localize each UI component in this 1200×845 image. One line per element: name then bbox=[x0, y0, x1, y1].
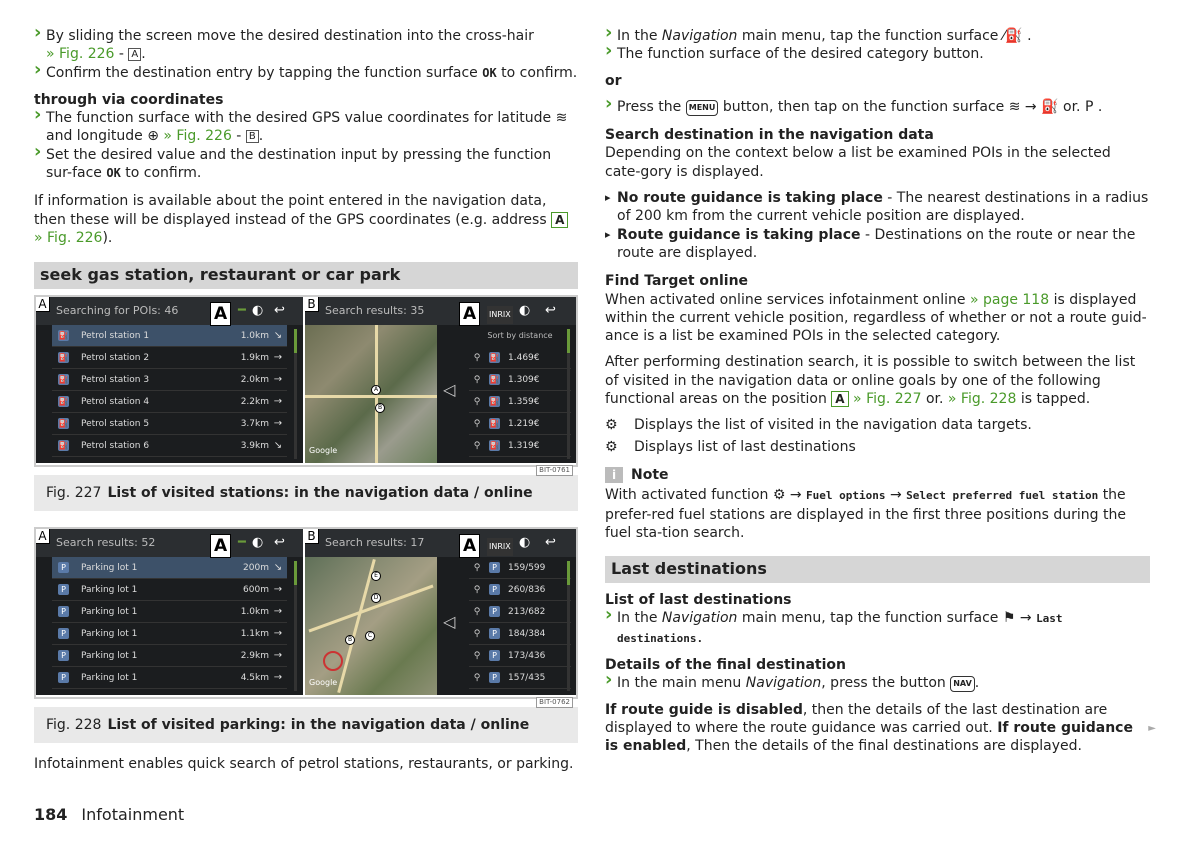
last-dest-icon: ⚙ bbox=[605, 438, 618, 455]
or-label: or bbox=[605, 72, 622, 89]
info-icon: i bbox=[605, 467, 623, 483]
step-nav-menu: › In the Navigation main menu, tap the function surface ⁄⛽ . bbox=[605, 27, 1150, 45]
paragraph-info: If information is available about the point entered in the navigation data, then these will be displayed instead of the GPS coordinates (e.g. address A » Fig. 226). bbox=[34, 192, 578, 247]
list-item[interactable]: ⚲ P 157/435 bbox=[469, 667, 571, 689]
parking-icon: P bbox=[58, 584, 69, 595]
right-column bbox=[605, 27, 1150, 756]
ok-key: OK bbox=[106, 166, 121, 181]
parking-icon: P bbox=[58, 628, 69, 639]
heading-list: List of last destinations bbox=[605, 592, 792, 609]
fuel-icon: ⛽ bbox=[1041, 98, 1059, 115]
fuel-icon: ⛽ bbox=[58, 331, 69, 341]
poi-search-icon: ≋ bbox=[1008, 98, 1021, 115]
heading-details: Details of the final destination bbox=[605, 657, 846, 674]
direction-arrow-icon: → bbox=[273, 373, 283, 385]
latitude-icon: ≋ bbox=[555, 110, 568, 127]
position-marker bbox=[323, 651, 343, 671]
list-item[interactable]: ⛽ Petrol station 6 3.9km ↘ bbox=[52, 435, 287, 457]
paragraph-find: When activated online services infotainment online » page 118 is displayed within the current vehicle position, regardless of whether or not a route guid-ance is a list be examined POIs in the selected category. bbox=[605, 291, 1147, 345]
screen-b bbox=[305, 297, 576, 463]
nav-button: NAV bbox=[950, 676, 975, 692]
collapse-arrow-icon[interactable]: ◁ bbox=[443, 612, 456, 632]
list-item[interactable]: ⛽ Petrol station 5 3.7km → bbox=[52, 413, 287, 435]
screen-b bbox=[305, 529, 576, 695]
map-pin[interactable]: A bbox=[371, 385, 381, 395]
screen-label: B bbox=[305, 529, 319, 544]
fuel-icon: ⛽ bbox=[489, 419, 500, 429]
parking-icon: P bbox=[58, 606, 69, 617]
line-icon: ━ bbox=[238, 535, 246, 551]
back-icon[interactable]: ↩ bbox=[274, 303, 285, 319]
list-item[interactable]: ⚲ P 159/599 bbox=[469, 557, 571, 579]
list-item[interactable]: P Parking lot 1 4.5km → bbox=[52, 667, 287, 689]
parking-icon: P bbox=[58, 672, 69, 683]
list-item[interactable]: P Parking lot 1 2.9km → bbox=[52, 645, 287, 667]
pin-icon: ⚲ bbox=[473, 374, 481, 385]
fuel-icon: ⛽ bbox=[58, 375, 69, 385]
fig-link[interactable]: » Fig. 227 bbox=[853, 391, 922, 408]
figure-code: BIT-0762 bbox=[536, 697, 573, 708]
direction-arrow-icon: → bbox=[273, 627, 283, 639]
callout-a: A bbox=[210, 534, 231, 558]
parking-icon: P bbox=[489, 650, 500, 661]
map-pin[interactable]: B bbox=[345, 635, 355, 645]
list-item[interactable]: ⛽ Petrol station 4 2.2km → bbox=[52, 391, 287, 413]
list-item[interactable]: ⚲ ⛽ 1.469€ bbox=[469, 347, 571, 369]
direction-arrow-icon: → bbox=[273, 583, 283, 595]
ok-key: OK bbox=[482, 65, 497, 80]
parking-icon: P bbox=[489, 672, 500, 683]
step-last: › In the Navigation main menu, tap the function surface ⚑ → Last destinations. bbox=[605, 609, 1150, 648]
callout-a: A bbox=[459, 534, 480, 558]
callout-a: A bbox=[459, 302, 480, 326]
map-pin[interactable]: E bbox=[371, 571, 381, 581]
bullet-route: ▸ Route guidance is taking place - Destinations on the route or near the route are displayed. bbox=[605, 226, 1150, 263]
direction-arrow-icon: ↘ bbox=[273, 329, 283, 341]
fuel-icon: ⛽ bbox=[489, 375, 500, 385]
section-heading: seek gas station, restaurant or car park bbox=[34, 262, 578, 289]
pin-icon: ⚲ bbox=[473, 440, 481, 451]
pin-icon: ⚲ bbox=[473, 562, 481, 573]
label-box: A bbox=[128, 48, 141, 61]
label-box: B bbox=[246, 130, 259, 143]
list-item[interactable]: ⚲ P 260/836 bbox=[469, 579, 571, 601]
back-icon[interactable]: ↩ bbox=[545, 535, 556, 551]
destination-icon: ⚑ bbox=[1002, 610, 1016, 627]
list-item[interactable]: P Parking lot 1 200m ↘ bbox=[52, 557, 287, 579]
fuel-icon: ⛽ bbox=[58, 419, 69, 429]
screen-a bbox=[36, 297, 303, 463]
fig-link[interactable]: » Fig. 226 bbox=[163, 128, 232, 145]
collapse-arrow-icon[interactable]: ◁ bbox=[443, 380, 456, 400]
map-attribution: Google bbox=[309, 445, 338, 455]
direction-arrow-icon: → bbox=[273, 649, 283, 661]
fuel-icon: ⛽ bbox=[58, 441, 69, 451]
note-heading: i Note bbox=[605, 466, 1150, 484]
screen-label: A bbox=[36, 529, 50, 544]
online-icon[interactable]: ◐ bbox=[252, 535, 264, 551]
icon-item: ⚙ Displays the list of visited in the navigation data targets. bbox=[605, 417, 1032, 434]
poi-icon: ⁄⛽ bbox=[1002, 28, 1023, 44]
page-number: 184 bbox=[34, 805, 68, 824]
pin-icon: ⚲ bbox=[473, 672, 481, 683]
list-item[interactable]: P Parking lot 1 1.1km → bbox=[52, 623, 287, 645]
callout-a: A bbox=[210, 302, 231, 326]
footer-section: Infotainment bbox=[81, 805, 185, 824]
list-item[interactable]: ⛽ Petrol station 2 1.9km → bbox=[52, 347, 287, 369]
step-menu: › Press the MENU button, then tap on the function surface ≋ → ⛽ or. P . bbox=[605, 98, 1150, 116]
figure-227 bbox=[34, 295, 578, 475]
fuel-icon: ⛽ bbox=[489, 441, 500, 451]
list-item[interactable]: ⚲ P 184/384 bbox=[469, 623, 571, 645]
parking-icon: P bbox=[58, 562, 69, 573]
direction-arrow-icon: → bbox=[273, 671, 283, 683]
note-text: With activated function ⚙ → Fuel options → Select preferred fuel station the prefer-red fuel stations are displayed in the first three positions during the fuel sta-tion search. bbox=[605, 487, 1126, 541]
fig-link[interactable]: » Fig. 226 bbox=[46, 46, 115, 63]
figure-caption: Fig. 227 List of visited stations: in the navigation data / online bbox=[34, 475, 578, 511]
list-item[interactable]: ⚲ ⛽ 1.309€ bbox=[469, 369, 571, 391]
list-item[interactable]: ⛽ Petrol station 3 2.0km → bbox=[52, 369, 287, 391]
scrollbar[interactable] bbox=[294, 561, 297, 691]
left-column bbox=[34, 27, 578, 774]
pin-icon: ⚲ bbox=[473, 396, 481, 407]
screen-label: A bbox=[36, 297, 50, 312]
heading-find: Find Target online bbox=[605, 273, 749, 290]
label-box: A bbox=[551, 212, 568, 228]
screen-header: Search results: 17 bbox=[305, 529, 576, 557]
parking-icon: P bbox=[58, 650, 69, 661]
direction-arrow-icon: ↘ bbox=[273, 561, 283, 573]
bullet-no-route: ▸ No route guidance is taking place - The nearest destinations in a radius of 200 km from the current vehicle position are displayed. bbox=[605, 189, 1150, 226]
step-nav: › In the main menu Navigation, press the button NAV . bbox=[605, 674, 1150, 692]
step-slide: › By sliding the screen move the desired destination into the cross-hair » Fig. 226 - A . bbox=[34, 27, 578, 64]
pin-icon: ⚲ bbox=[473, 418, 481, 429]
parking-icon: P bbox=[489, 628, 500, 639]
list-item[interactable]: ⚲ ⛽ 1.219€ bbox=[469, 413, 571, 435]
pin-icon: ⚲ bbox=[473, 584, 481, 595]
subheading-coords: through via coordinates bbox=[34, 91, 224, 108]
step-set: › Set the desired value and the destination input by pressing the function sur-face OK to confirm. bbox=[34, 146, 578, 183]
direction-arrow-icon: ↘ bbox=[273, 439, 283, 451]
back-icon[interactable]: ↩ bbox=[274, 535, 285, 551]
parking-icon: P bbox=[489, 562, 500, 573]
map[interactable] bbox=[305, 325, 437, 463]
paragraph-search: Depending on the context below a list be examined POIs in the selected cate-gory is displayed. bbox=[605, 145, 1111, 180]
step-gps: › The function surface with the desired GPS value coordinates for latitude ≋ and longitude ⊕ » Fig. 226 - B . bbox=[34, 109, 578, 146]
screen-a bbox=[36, 529, 303, 695]
menu-button: MENU bbox=[686, 100, 719, 116]
sort-label[interactable]: Sort by distance bbox=[487, 331, 553, 341]
map-pin[interactable]: B bbox=[375, 403, 385, 413]
scrollbar[interactable] bbox=[567, 561, 570, 691]
list-item[interactable]: ⚲ ⛽ 1.359€ bbox=[469, 391, 571, 413]
step-category: › The function surface of the desired category button. bbox=[605, 45, 1150, 63]
pin-icon: ⚲ bbox=[473, 628, 481, 639]
paragraph-after: After performing destination search, it is possible to switch between the list of visited in the navigation data or online goals by one of the following functional areas on the position A » Fig. 227 or. » Fig. 228 is tapped. bbox=[605, 354, 1136, 408]
icon-item: ⚙ Displays list of last destinations bbox=[605, 438, 856, 455]
inrix-logo: INRIX bbox=[487, 306, 513, 324]
online-icon[interactable]: ◐ bbox=[252, 303, 264, 319]
map-pin[interactable]: C bbox=[365, 631, 375, 641]
online-icon[interactable]: ◐ bbox=[519, 535, 531, 551]
screen-header: Searching for POIs: 46 bbox=[36, 297, 303, 325]
screen-label: B bbox=[305, 297, 319, 312]
list-item[interactable]: ⚲ P 213/682 bbox=[469, 601, 571, 623]
map-attribution: Google bbox=[309, 677, 338, 687]
label-box: A bbox=[831, 391, 848, 407]
heading-search: Search destination in the navigation data bbox=[605, 127, 934, 144]
back-icon[interactable]: ↩ bbox=[545, 303, 556, 319]
list-item[interactable]: ⚲ ⛽ 1.319€ bbox=[469, 435, 571, 457]
pin-icon: ⚲ bbox=[473, 352, 481, 363]
fig-link[interactable]: » Fig. 226 bbox=[34, 229, 103, 246]
figure-228 bbox=[34, 527, 578, 707]
pin-icon: ⚲ bbox=[473, 650, 481, 661]
fig-link[interactable]: » Fig. 228 bbox=[947, 391, 1017, 408]
settings-icon: ⚙ bbox=[772, 487, 786, 504]
fuel-icon: ⛽ bbox=[489, 397, 500, 407]
page-footer bbox=[34, 806, 184, 824]
scrollbar[interactable] bbox=[567, 329, 570, 459]
list-item[interactable]: ⛽ Petrol station 1 1.0km ↘ bbox=[52, 325, 287, 347]
nav-data-icon: ⚙ bbox=[605, 417, 618, 434]
map[interactable] bbox=[305, 557, 437, 695]
line-icon: ━ bbox=[238, 303, 246, 319]
fuel-icon: ⛽ bbox=[489, 353, 500, 363]
page-link[interactable]: » page 118 bbox=[969, 291, 1050, 308]
direction-arrow-icon: → bbox=[273, 417, 283, 429]
parking-icon: P bbox=[489, 584, 500, 595]
list-item[interactable]: P Parking lot 1 600m → bbox=[52, 579, 287, 601]
screen-header: Search results: 35 bbox=[305, 297, 576, 325]
direction-arrow-icon: → bbox=[273, 605, 283, 617]
screen-header: Search results: 52 bbox=[36, 529, 303, 557]
pin-icon: ⚲ bbox=[473, 606, 481, 617]
section-last: Last destinations bbox=[605, 556, 1150, 583]
figure-code: BIT-0761 bbox=[536, 465, 573, 476]
list-item[interactable]: ⚲ P 173/436 bbox=[469, 645, 571, 667]
figure-caption: Fig. 228 List of visited parking: in the navigation data / online bbox=[34, 707, 578, 743]
direction-arrow-icon: → bbox=[273, 351, 283, 363]
closing-paragraph: Infotainment enables quick search of petrol stations, restaurants, or parking. bbox=[34, 756, 574, 773]
fuel-icon: ⛽ bbox=[58, 353, 69, 363]
inrix-logo: INRIX bbox=[487, 538, 513, 556]
map-pin[interactable]: D bbox=[371, 593, 381, 603]
parking-icon: P bbox=[489, 606, 500, 617]
scrollbar[interactable] bbox=[294, 329, 297, 459]
list-item[interactable]: P Parking lot 1 1.0km → bbox=[52, 601, 287, 623]
paragraph-end: If route guide is disabled, then the details of the last destination are displayed to where the route guidance was carried out. If route guidance is enabled, Then the details of the final destinations are displayed. bbox=[605, 701, 1133, 755]
fuel-icon: ⛽ bbox=[58, 397, 69, 407]
step-confirm: › Confirm the destination entry by tapping the function surface OK to confirm. bbox=[34, 64, 578, 82]
direction-arrow-icon: → bbox=[273, 395, 283, 407]
online-icon[interactable]: ◐ bbox=[519, 303, 531, 319]
continue-arrow-icon: ► bbox=[1148, 723, 1156, 734]
longitude-icon: ⊕ bbox=[147, 128, 159, 145]
